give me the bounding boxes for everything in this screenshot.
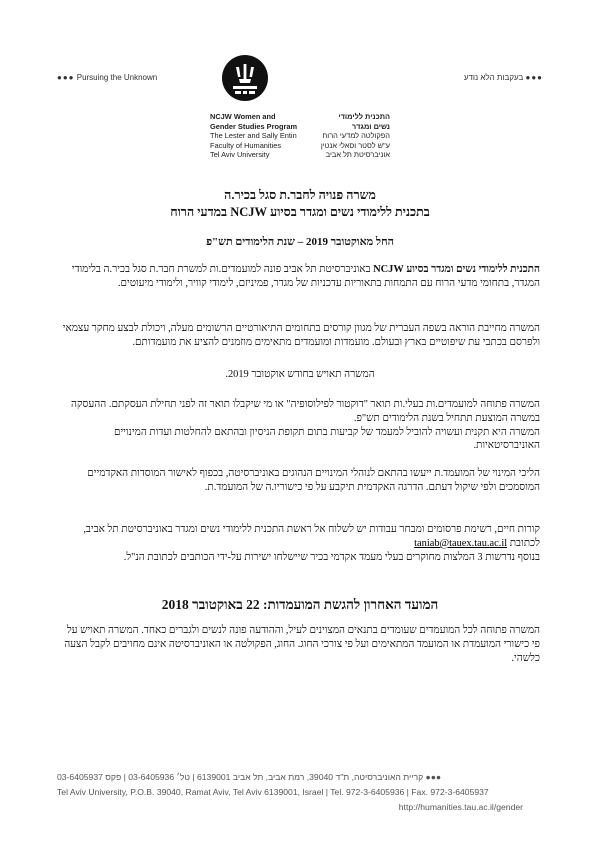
paragraph-intro-text: באוניברסיטת תל אביב פונה למועמדים.ות למשרת חבר.ת סגל בכיר.ה בלימודי המגדר, בתחומי מדעי הרוח עם התמחות בתאוריות עדכניות של מגדר, פמיניזם, לימודי קוויר, ולימודי מיעוטים.: [71, 264, 540, 289]
paragraph-intro: [60, 263, 540, 291]
dots-ornament: ●●●: [525, 73, 543, 82]
footer-address-english: Tel Aviv University, P.O.B. 39040, Ramat Aviv, Tel Aviv 6139001, Israel | Tel. 972-3-6405936 | Fax. 972-3-6405937: [57, 787, 489, 797]
program-line: Gender Studies Program: [210, 121, 298, 131]
footer-website-link[interactable]: http://humanities.tau.ac.il/gender: [398, 802, 523, 812]
paragraph-eligibility-a: המשרה פתוחה למועמדים.ות בעלי.ות תואר "דוקטור לפילוסופיה" או מי שיקבלו תואר זה לפני תחילת העסקתם. ההעסקה במשרה המוצעת תתחיל בשנת הלימודים תש"פ.: [70, 399, 540, 424]
paragraph-application: [60, 523, 540, 564]
paragraph-eligibility-b: המשרה היא תקנית ועשויה להוביל למעמד של קביעות בתום תקופת הניסיון ובהתאם להחלטות ועדות המינויים האוניברסיטאיות.: [113, 426, 540, 452]
dots-ornament: ●●●: [57, 73, 75, 82]
paragraph-equal-opportunity: המשרה פתוחה לכל המועמדים שעומדים בתנאים המצוינים לעיל, וההודעה פונה לנשים ולגברים כאחד. המשרה תאויש על פי כישורי המועמדת או המועמד המתאימים ועל פי צורכי החוג. החוג, הפקולטה או האוניברסיטה אינם מחויבים לקבל הצעה כלשהי.: [64, 625, 540, 664]
program-name-bold: התכנית ללימודי נשים ומגדר בסיוע NCJW: [373, 264, 540, 275]
program-name-hebrew: [290, 112, 390, 160]
page-title-line-2: בתכנית ללימודי נשים ומגדר בסיוע NCJW במדעי הרוח: [170, 205, 430, 219]
footer-address-hebrew-text: קריית האוניברסיטה, ת"ד 39040, רמת אביב, תל אביב 6139001 | טל׳ 03-6405936 | פקס 03-6405937: [57, 772, 424, 782]
footer-address-hebrew: [57, 772, 543, 782]
dots-ornament: ●●●: [425, 772, 442, 782]
page-subtitle: החל מאוקטובר 2019 – שנת הלימודים תש"פ: [206, 236, 394, 248]
program-line: The Lester and Sally Entin: [210, 131, 297, 141]
paragraph-recommendations: בנוסף נדרשות 3 המלצות מחוקרים בעלי מעמד אקדמי בכיר שיישלחו ישירות על-ידי הכותבים לכתובת הנ"ל.: [123, 551, 540, 563]
email-link[interactable]: taniab@tauex.tau.ac.il: [414, 537, 508, 549]
paragraph-application-text: קורות חיים, רשימת פרסומים ומבחר עבודות יש לשלוח אל ראשת התכנית ללימודי נשים ומגדר באוניברסיטת תל אביב, לכתובת: [83, 524, 540, 549]
program-line: הפקולטה למדעי הרוח: [322, 131, 390, 141]
tagline-english: [57, 73, 157, 82]
deadline-heading: המועד האחרון להגשת המועמדות: 22 באוקטובר 2018: [161, 597, 439, 612]
program-line: Tel Aviv University: [210, 150, 270, 160]
paragraph-eligibility: [60, 398, 540, 453]
page-title-line-1: משרה פנויה לחבר.ת סגל בכיר.ה: [224, 188, 376, 202]
paragraph-start-date: המשרה תאויש בחודש אוקטובר 2019.: [225, 369, 375, 380]
paragraph-requirements: המשרה מחייבת הוראה בשפה העברית של מגוון קורסים בתחומים התיאורטיים הרשומים מעלה, ויכולת לבצע מחקר עצמאי ולפרסם בכתבי עת שיפוטיים בארץ ובעולם. מועמדות ומועמדים מתאימים מוזמנים להציע את מועמדותם.: [62, 323, 540, 348]
program-line: NCJW Women and: [210, 112, 276, 121]
tagline-hebrew: [464, 73, 543, 82]
paragraph-appointment: הליכי המינוי של המועמד.ת ייעשו בהתאם לנוהלי המינויים הנהוגים באוניברסיטה, בכפוף לאישור המוסדות האקדמיים המוסמכים ולפי שיקול דעתם. הדרגה האקדמית תיקבע על פי כישוריו.ה של המועמד.ת.: [87, 468, 540, 493]
tau-logo-icon: [222, 55, 268, 101]
tagline-english-text: Pursuing the Unknown: [76, 73, 158, 82]
program-line: נשים ומגדר: [351, 121, 390, 131]
program-line: ע"ש לסטר וסאלי אנטין: [320, 140, 390, 150]
program-line: אוניברסיטת תל אביב: [325, 150, 390, 160]
program-line: התכנית ללימודי: [338, 112, 390, 121]
program-line: Faculty of Humanities: [210, 140, 282, 150]
tagline-hebrew-text: בעקבות הלא נודע: [463, 73, 524, 82]
